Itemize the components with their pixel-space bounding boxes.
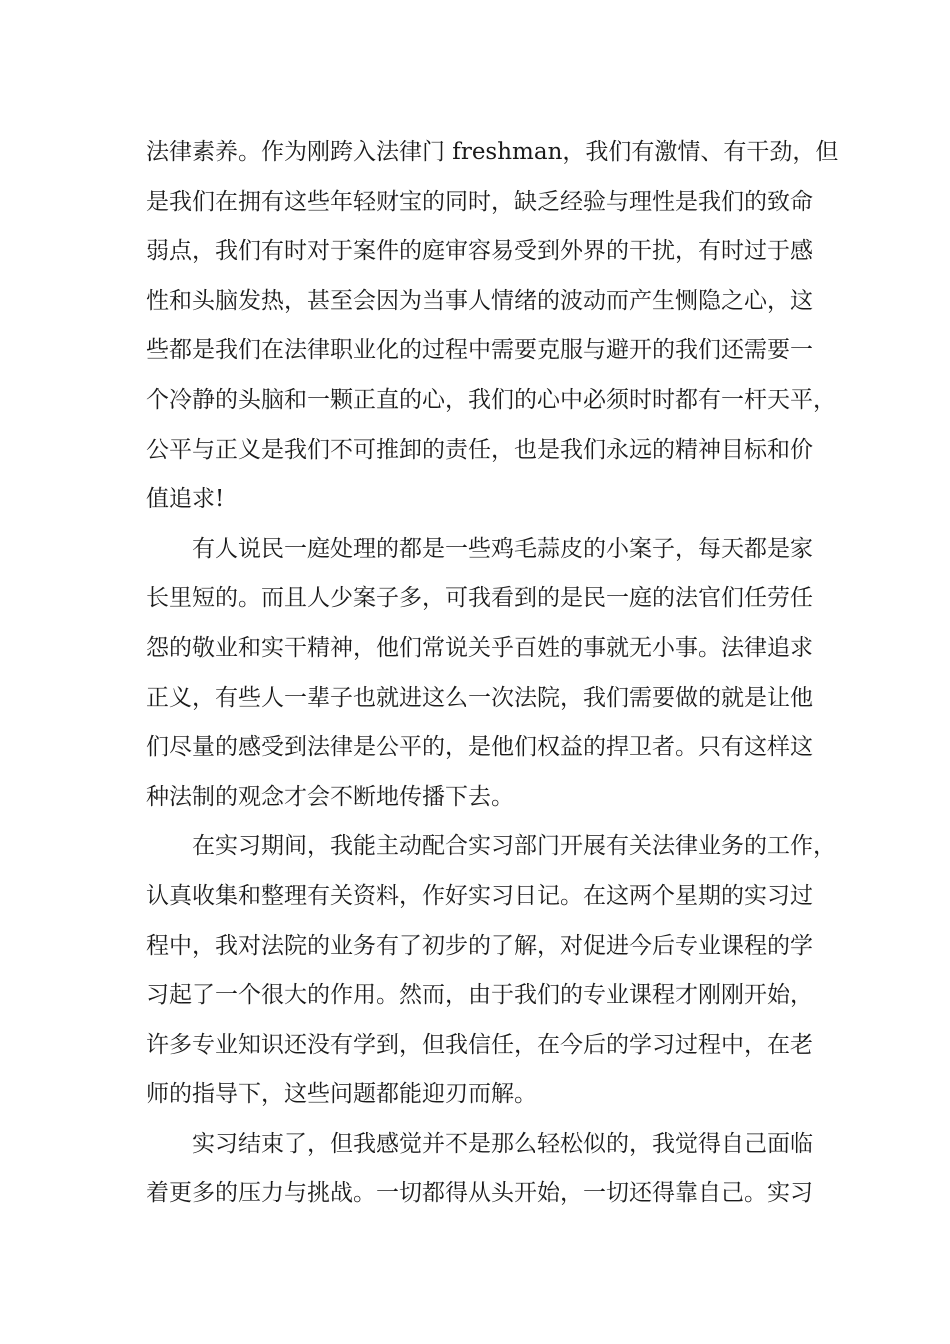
p3-line-6: 师的指导下，这些问题都能迎刃而解。 [146, 1081, 537, 1108]
p2-line-6: 种法制的观念才会不断地传播下去。 [146, 783, 514, 810]
p3-line-5: 许多专业知识还没有学到，但我信任，在今后的学习过程中，在老 [146, 1031, 813, 1058]
p2-line-3: 怨的敬业和实干精神，他们常说关乎百姓的事就无小事。法律追求 [146, 634, 813, 661]
p1-line-2: 是我们在拥有这些年轻财宝的同时，缺乏经验与理性是我们的致命 [146, 188, 813, 215]
p3-line-4: 习起了一个很大的作用。然而，由于我们的专业课程才刚刚开始， [146, 982, 813, 1009]
p1-line-1: 法律素养。作为刚跨入法律门 freshman，我们有激情、有干劲，但 [146, 139, 839, 165]
p3-line-1: 在实习期间，我能主动配合实习部门开展有关法律业务的工作， [192, 833, 836, 860]
p1-line-7: 公平与正义是我们不可推卸的责任，也是我们永远的精神目标和价 [146, 436, 813, 463]
p1-line-4: 性和头脑发热，甚至会因为当事人情绪的波动而产生恻隐之心，这 [146, 287, 813, 314]
p1-line-5: 些都是我们在法律职业化的过程中需要克服与避开的我们还需要一 [146, 337, 813, 364]
p2-line-4: 正义，有些人一辈子也就进这么一次法院，我们需要做的就是让他 [146, 684, 813, 711]
p2-line-5: 们尽量的感受到法律是公平的，是他们权益的捍卫者。只有这样这 [146, 734, 813, 761]
p1-line-8: 值追求! [146, 486, 225, 513]
p3-line-2: 认真收集和整理有关资料，作好实习日记。在这两个星期的实习过 [146, 882, 813, 909]
p2-line-1: 有人说民一庭处理的都是一些鸡毛蒜皮的小案子，每天都是家 [192, 535, 813, 562]
p2-line-2: 长里短的。而且人少案子多，可我看到的是民一庭的法官们任劳任 [146, 585, 813, 612]
p1-line-6: 个冷静的头脑和一颗正直的心，我们的心中必须时时都有一杆天平， [146, 386, 836, 413]
p1-line-3: 弱点，我们有时对于案件的庭审容易受到外界的干扰，有时过于感 [146, 238, 813, 265]
p3-line-3: 程中，我对法院的业务有了初步的了解，对促进今后专业课程的学 [146, 932, 813, 959]
document-body [146, 128, 839, 1219]
p4-line-2: 着更多的压力与挑战。一切都得从头开始，一切还得靠自己。实习 [146, 1180, 813, 1207]
p4-line-1: 实习结束了，但我感觉并不是那么轻松似的，我觉得自己面临 [192, 1130, 813, 1157]
